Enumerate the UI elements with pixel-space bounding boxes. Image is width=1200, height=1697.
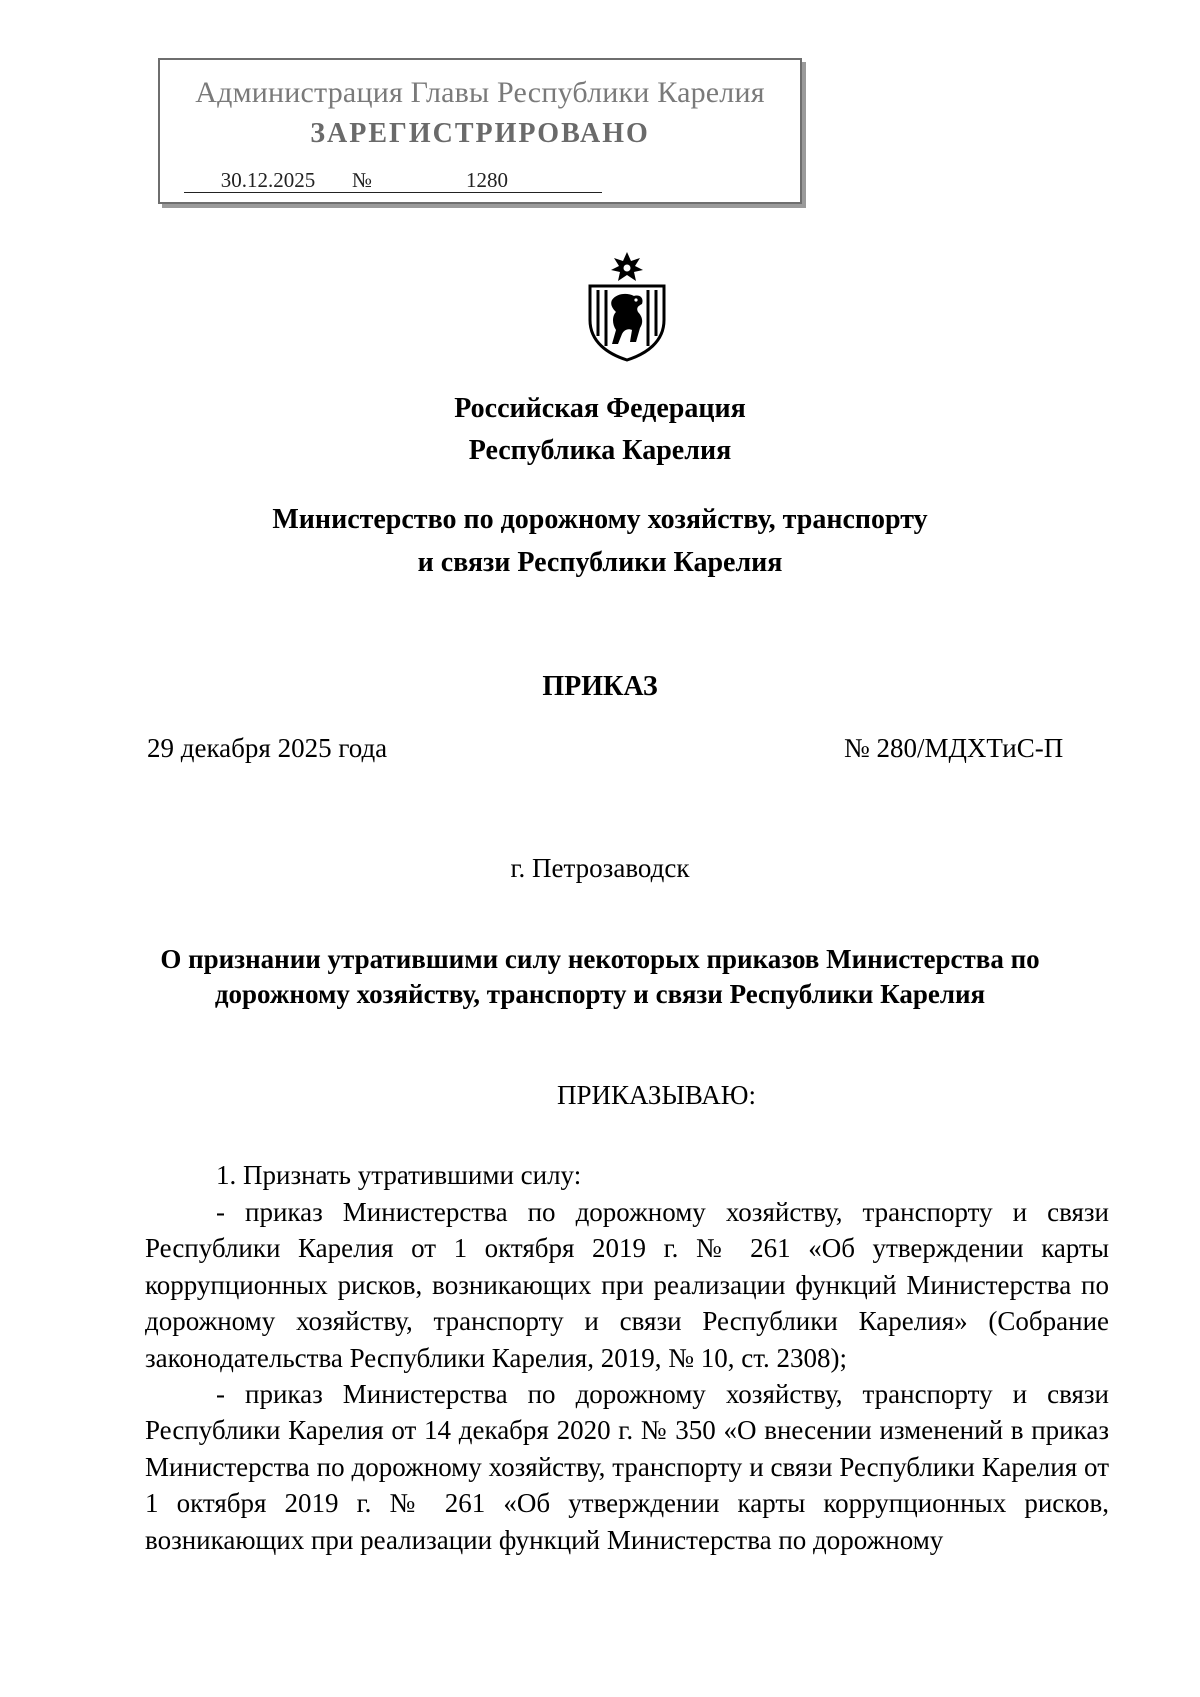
stamp-registered-label: ЗАРЕГИСТРИРОВАНО xyxy=(310,118,650,149)
body-bullet-1: - приказ Министерства по дорожному хозяйству, транспорту и связи Республики Карелия от 1 октября 2019 г. № 261 «Об утверждении карты коррупционных рисков, возникающих при реализации функций Министерства по дорожному хозяйству, транспорту и связи Республики Карелия» (Собрание законодательства Республики Карелия, 2019, № 10, ст. 2308); xyxy=(145,1197,1109,1373)
header-republic: Республика Карелия xyxy=(468,435,732,466)
body-bullet-2: - приказ Министерства по дорожному хозяйству, транспорту и связи Республики Карелия от 14 декабря 2020 г. № 350 «О внесении изменений в приказ Министерства по дорожному хозяйству, транспорту и связи Республики Карелия от 1 октября 2019 г. № 261 «Об утверждении карты коррупционных рисков, возникающих при реализации функций Министерства по дорожному xyxy=(145,1379,1109,1555)
stamp-number-sign: № xyxy=(352,168,373,192)
stamp-registration-line xyxy=(184,168,602,193)
stamp-number: 1280 xyxy=(372,168,602,193)
header-ministry-line1: Министерство по дорожному хозяйству, транспорту xyxy=(272,504,928,535)
header-federation: Российская Федерация xyxy=(454,393,746,424)
karelia-coat-of-arms-icon xyxy=(582,250,672,362)
body-item-1: 1. Признать утратившими силу: xyxy=(216,1160,582,1190)
order-title: ПРИКАЗ xyxy=(542,671,658,702)
order-subject-line1: О признании утратившими силу некоторых приказов Министерства по xyxy=(160,944,1040,974)
stamp-date: 30.12.2025 xyxy=(184,168,352,193)
order-subject-line2: дорожному хозяйству, транспорту и связи Республики Карелия xyxy=(214,979,986,1009)
order-date: 29 декабря 2025 года xyxy=(147,733,388,763)
order-number: № 280/МДХТиС-П xyxy=(844,733,1064,763)
stamp-authority: Администрация Главы Республики Карелия xyxy=(195,76,765,109)
registration-stamp xyxy=(158,58,802,204)
header-ministry-line2: и связи Республики Карелия xyxy=(417,547,783,578)
order-city: г. Петрозаводск xyxy=(510,853,690,883)
order-command: ПРИКАЗЫВАЮ: xyxy=(557,1080,756,1110)
